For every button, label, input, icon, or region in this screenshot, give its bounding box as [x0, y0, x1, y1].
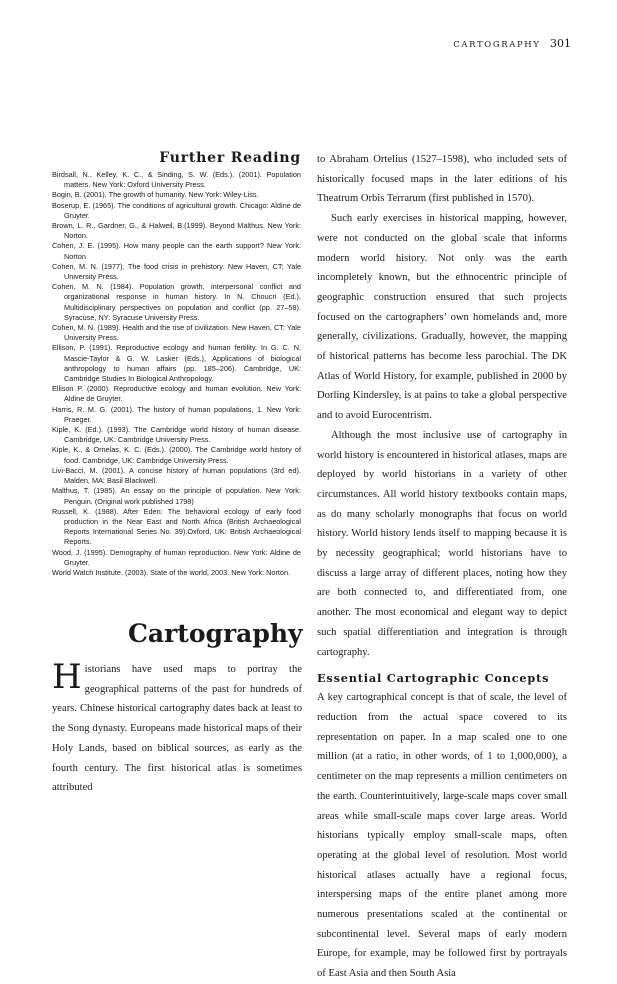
section-heading: Essential Cartographic Concepts — [317, 671, 550, 686]
running-head — [453, 37, 571, 50]
right-column — [317, 150, 567, 980]
intro-paragraph — [52, 657, 302, 798]
running-head-section: CARTOGRAPHY — [453, 40, 541, 50]
reference-item: Kiple, K. (Ed.). (1993). The Cambridge world history of human disease. Cambridge, UK: Cambridge University Press. — [52, 425, 301, 445]
reference-item: Kiple, K., & Ornelas, K. C. (Eds.). (2000). The Cambridge world history of food. Cambridge, UK: Cambridge University Press. — [52, 445, 301, 465]
reference-item: Birdsall, N., Kelley, K. C., & Sinding, S. W. (Eds.). (2001). Population matters. New York: Oxford University Press. — [52, 170, 301, 190]
reference-list — [52, 170, 301, 578]
chapter-title: Cartography — [128, 619, 303, 648]
intro-text: istorians have used maps to portray the geographical patterns of the past for hundreds of years. Chinese historical cartography dates back at least to the Song dynasty. Europeans made historical maps of their Holy Lands, based on biblical sources, as early as the fourth century. The first historical atlas is sometimes attributed — [52, 664, 302, 794]
body-paragraph: A key cartographical concept is that of scale, the level of reduction from the actual space covered to its representation on paper. In a map scaled one to one million (at a ratio, in other words, of 1 to 1,000,000), a centimeter on the map represents a million centimeters on the earth. Counterintuitively, large-scale maps cover small areas while small-scale maps cover large areas. World historians typically employ small-scale maps, often operating at the global level of resolution. Most world historical atlases actually have a regional focus, interspersing maps of the entire planet among more numerous presentations scaled at the continental or subcontinental level. Several maps of early modern Europe, for example, may be followed first by portrayals of East Asia and then South Asia — [317, 692, 567, 980]
reference-item: Harris, R. M. G. (2001). The history of human populations, 1. New York: Praeger. — [52, 404, 301, 424]
reference-item: Brown, L. R., Gardner, G., & Halweil, B.(1999). Beyond Malthus. New York: Norton. — [52, 221, 301, 241]
reference-item: Russell, K. (1988). After Eden: The behavioral ecology of early food production in the Near East and North Africa (British Archaeological Reports International Series No. 39).Oxford, UK: British Archaeological Reports. — [52, 506, 301, 547]
reference-item: World Watch Institute. (2003). State of the world, 2003. New York: Norton. — [52, 567, 291, 577]
reference-item: Cohen, M. N. (1984). Population growth, interpersonal conflict and organizational response in human history. In N. Choucri (Ed.), Multidisciplinary perspectives on population and conflict (pp. 27–58). Syracuse, NY: Syracuse University Press. — [52, 282, 301, 322]
chapter-intro — [52, 657, 302, 798]
further-reading — [52, 150, 301, 578]
reference-item: Livi-Bacci, M. (2001). A concise history of human populations (3rd ed). Malden, MA: Basil Blackwell. — [52, 465, 301, 486]
further-reading-title: Further Reading — [159, 150, 301, 166]
reference-item: Boserup, E. (1965). The conditions of agricultural growth. Chicago: Aldine de Gruyter. — [52, 200, 301, 220]
reference-item: Malthus, T. (1985). An essay on the principle of population. New York: Penguin. (Original work published 1798) — [52, 486, 301, 506]
page-number: 301 — [550, 37, 571, 50]
reference-item: Cohen, M. N. (1989). Health and the rise of civilization. New Haven, CT: Yale University Press. — [52, 323, 301, 343]
reference-item: Ellison P. (2000). Reproductive ecology and human evolution. New York: Aldine de Gruyter. — [52, 384, 301, 404]
reference-item: Wood, J. (1995). Demography of human reproduction. New York: Aldine de Gruyter. — [52, 547, 301, 567]
reference-item: Ellison, P. (1991). Reproductive ecology and human fertility. In G. C. N. Mascie-Taylor & G. W. Lasker (Eds.), Applications of biological anthropology to human affairs (pp. 185–206). Cambridge, UK: Cambridge Studies In Biological Anthropology. — [52, 343, 301, 384]
reference-item: Cohen, J. E. (1995). How many people can the earth support? New York: Norton — [52, 241, 301, 261]
body-paragraph: to Abraham Ortelius (1527–1598), who included sets of historically focused maps in the later editions of his Theatrum Orbis Terrarum (first published in 1570). — [317, 154, 567, 205]
reference-item: Bogin, B. (2001). The growth of humanity. New York: Wiley-Liss. — [52, 190, 259, 200]
drop-cap: H — [52, 657, 82, 697]
reference-item: Cohen, M. N. (1977). The food crisis in prehistory. New Haven, CT: Yale University Press. — [52, 261, 301, 282]
body-paragraph: Although the most inclusive use of cartography in world history is encountered in historical atlases, maps are deployed by world historians in a variety of other circumstances. All world history textbooks contain maps, as do many scholarly monographs that focus on world history. World history lends itself to mapping because it is by necessity geographical; world historians have to discuss a large array of different places, noting how they are both connected to, and differentiated from, one another. The most economical and elegant way to depict such spatial differentiation and integration is through cartography. — [317, 429, 567, 658]
body-paragraph: Such early exercises in historical mapping, however, were not conducted on the global scale that informs modern world history. Not only was the earth incompletely known, but the ethnocentric principle of geographic construction ensured that such projects focused on the cartographers’ own homelands and, more generally, civilizations. Gradually, however, the mapping of historical patterns has become less parochial. The DK Atlas of World History, for example, published in 2000 by Dorling Kindersley, is at pains to take a global perspective and to avoid Eurocentrism. — [317, 213, 567, 422]
